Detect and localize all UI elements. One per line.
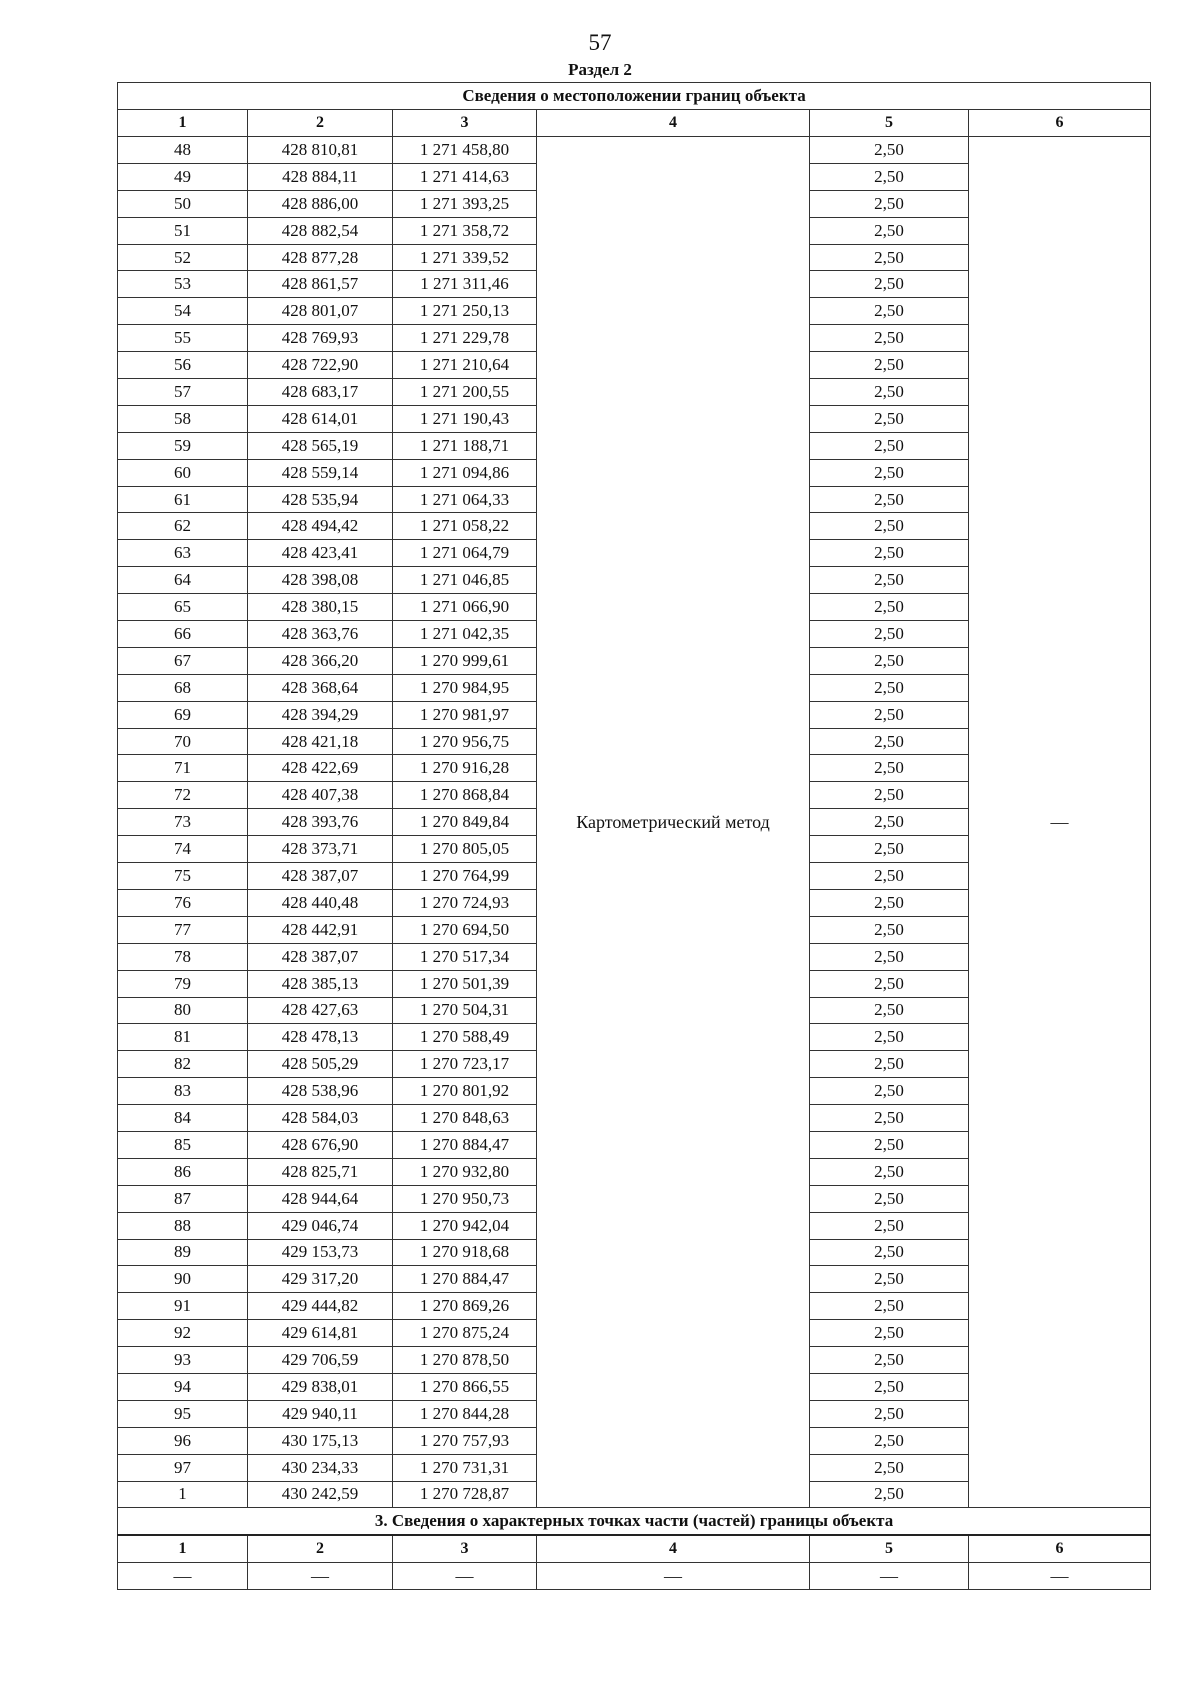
point-number: 60 bbox=[118, 459, 248, 486]
coordinate-x: 428 366,20 bbox=[248, 647, 393, 674]
coordinate-x: 428 614,01 bbox=[248, 405, 393, 432]
coordinate-x: 428 478,13 bbox=[248, 1024, 393, 1051]
point-number: 67 bbox=[118, 647, 248, 674]
coordinate-x: 428 882,54 bbox=[248, 217, 393, 244]
coordinate-x: 428 423,41 bbox=[248, 540, 393, 567]
coordinate-x: 428 683,17 bbox=[248, 379, 393, 406]
column-header-row bbox=[118, 110, 1151, 137]
point-number: 95 bbox=[118, 1400, 248, 1427]
coordinate-x: 428 535,94 bbox=[248, 486, 393, 513]
accuracy-value: 2,50 bbox=[810, 755, 969, 782]
coordinate-y: 1 271 064,79 bbox=[393, 540, 537, 567]
point-number: 94 bbox=[118, 1373, 248, 1400]
coordinate-x: 428 801,07 bbox=[248, 298, 393, 325]
accuracy-value: 2,50 bbox=[810, 1373, 969, 1400]
accuracy-value: 2,50 bbox=[810, 540, 969, 567]
point-number: 1 bbox=[118, 1481, 248, 1508]
accuracy-value: 2,50 bbox=[810, 1051, 969, 1078]
column-header: 4 bbox=[537, 110, 810, 137]
accuracy-value: 2,50 bbox=[810, 594, 969, 621]
table-title: Сведения о местоположении границ объекта bbox=[118, 83, 1151, 110]
coordinate-x: 430 234,33 bbox=[248, 1454, 393, 1481]
coordinate-y: 1 271 311,46 bbox=[393, 271, 537, 298]
coordinate-y: 1 270 501,39 bbox=[393, 970, 537, 997]
accuracy-value: 2,50 bbox=[810, 621, 969, 648]
point-number: 93 bbox=[118, 1347, 248, 1374]
point-number: 69 bbox=[118, 701, 248, 728]
accuracy-value: 2,50 bbox=[810, 782, 969, 809]
point-number: 64 bbox=[118, 567, 248, 594]
coordinate-y: 1 270 724,93 bbox=[393, 889, 537, 916]
coordinate-x: 428 877,28 bbox=[248, 244, 393, 271]
point-number: 89 bbox=[118, 1239, 248, 1266]
coordinate-y: 1 271 200,55 bbox=[393, 379, 537, 406]
coordinate-y: 1 270 588,49 bbox=[393, 1024, 537, 1051]
accuracy-value: 2,50 bbox=[810, 1212, 969, 1239]
coordinate-y: 1 270 805,05 bbox=[393, 836, 537, 863]
column-header: 5 bbox=[810, 110, 969, 137]
point-number: 49 bbox=[118, 163, 248, 190]
accuracy-value: 2,50 bbox=[810, 1078, 969, 1105]
coordinate-y: 1 270 764,99 bbox=[393, 863, 537, 890]
coordinate-y: 1 270 849,84 bbox=[393, 809, 537, 836]
coordinate-x: 428 373,71 bbox=[248, 836, 393, 863]
coordinate-x: 428 387,07 bbox=[248, 863, 393, 890]
accuracy-value: 2,50 bbox=[810, 997, 969, 1024]
coordinate-y: 1 270 731,31 bbox=[393, 1454, 537, 1481]
point-number: 50 bbox=[118, 190, 248, 217]
point-number: 88 bbox=[118, 1212, 248, 1239]
point-number: 53 bbox=[118, 271, 248, 298]
accuracy-value: 2,50 bbox=[810, 1293, 969, 1320]
accuracy-value: 2,50 bbox=[810, 1158, 969, 1185]
accuracy-value: 2,50 bbox=[810, 513, 969, 540]
section-heading: Раздел 2 bbox=[568, 60, 632, 79]
point-number: 79 bbox=[118, 970, 248, 997]
point-number: 84 bbox=[118, 1105, 248, 1132]
accuracy-value: 2,50 bbox=[810, 567, 969, 594]
point-number: 96 bbox=[118, 1427, 248, 1454]
coordinate-x: 428 393,76 bbox=[248, 809, 393, 836]
point-number: 55 bbox=[118, 325, 248, 352]
coordinate-x: 428 380,15 bbox=[248, 594, 393, 621]
coordinate-y: 1 270 869,26 bbox=[393, 1293, 537, 1320]
coordinate-y: 1 270 504,31 bbox=[393, 997, 537, 1024]
column-header: 3 bbox=[393, 110, 537, 137]
accuracy-value: 2,50 bbox=[810, 1400, 969, 1427]
coordinate-y: 1 270 868,84 bbox=[393, 782, 537, 809]
coordinate-y: 1 271 042,35 bbox=[393, 621, 537, 648]
coordinate-y: 1 270 866,55 bbox=[393, 1373, 537, 1400]
accuracy-value: 2,50 bbox=[810, 863, 969, 890]
empty-cell: — bbox=[393, 1563, 537, 1590]
point-number: 70 bbox=[118, 728, 248, 755]
accuracy-value: 2,50 bbox=[810, 674, 969, 701]
coordinate-y: 1 270 932,80 bbox=[393, 1158, 537, 1185]
coordinate-x: 428 407,38 bbox=[248, 782, 393, 809]
accuracy-value: 2,50 bbox=[810, 1266, 969, 1293]
accuracy-value: 2,50 bbox=[810, 271, 969, 298]
point-number: 48 bbox=[118, 137, 248, 164]
accuracy-value: 2,50 bbox=[810, 325, 969, 352]
coordinate-y: 1 271 190,43 bbox=[393, 405, 537, 432]
coordinate-y: 1 270 956,75 bbox=[393, 728, 537, 755]
accuracy-value: 2,50 bbox=[810, 1024, 969, 1051]
accuracy-value: 2,50 bbox=[810, 1105, 969, 1132]
point-number: 80 bbox=[118, 997, 248, 1024]
coordinate-x: 428 861,57 bbox=[248, 271, 393, 298]
point-number: 73 bbox=[118, 809, 248, 836]
coordinate-y: 1 271 414,63 bbox=[393, 163, 537, 190]
coordinate-y: 1 271 094,86 bbox=[393, 459, 537, 486]
point-number: 85 bbox=[118, 1131, 248, 1158]
accuracy-value: 2,50 bbox=[810, 137, 969, 164]
coordinate-x: 428 422,69 bbox=[248, 755, 393, 782]
accuracy-value: 2,50 bbox=[810, 1481, 969, 1508]
point-number: 87 bbox=[118, 1185, 248, 1212]
column-header: 3 bbox=[393, 1535, 537, 1563]
coordinate-y: 1 271 066,90 bbox=[393, 594, 537, 621]
coordinate-y: 1 271 458,80 bbox=[393, 137, 537, 164]
point-number: 92 bbox=[118, 1320, 248, 1347]
accuracy-value: 2,50 bbox=[810, 728, 969, 755]
coordinate-y: 1 271 358,72 bbox=[393, 217, 537, 244]
coordinate-x: 428 810,81 bbox=[248, 137, 393, 164]
accuracy-value: 2,50 bbox=[810, 1320, 969, 1347]
point-number: 68 bbox=[118, 674, 248, 701]
coordinate-y: 1 271 250,13 bbox=[393, 298, 537, 325]
coordinate-x: 428 505,29 bbox=[248, 1051, 393, 1078]
point-number: 54 bbox=[118, 298, 248, 325]
coordinate-x: 428 494,42 bbox=[248, 513, 393, 540]
column-header: 1 bbox=[118, 110, 248, 137]
coordinate-x: 429 317,20 bbox=[248, 1266, 393, 1293]
accuracy-value: 2,50 bbox=[810, 459, 969, 486]
column6-cell: — bbox=[969, 137, 1151, 1508]
coordinate-y: 1 271 210,64 bbox=[393, 352, 537, 379]
coordinate-y: 1 270 981,97 bbox=[393, 701, 537, 728]
coordinate-x: 428 387,07 bbox=[248, 943, 393, 970]
coordinate-x: 428 368,64 bbox=[248, 674, 393, 701]
table-row bbox=[118, 137, 1151, 164]
accuracy-value: 2,50 bbox=[810, 163, 969, 190]
point-number: 58 bbox=[118, 405, 248, 432]
accuracy-value: 2,50 bbox=[810, 190, 969, 217]
coordinate-x: 428 825,71 bbox=[248, 1158, 393, 1185]
method-cell: Картометрический метод bbox=[537, 137, 810, 1508]
coordinate-y: 1 270 844,28 bbox=[393, 1400, 537, 1427]
column-header: 6 bbox=[969, 1535, 1151, 1563]
column-header: 6 bbox=[969, 110, 1151, 137]
coordinate-y: 1 271 339,52 bbox=[393, 244, 537, 271]
point-number: 78 bbox=[118, 943, 248, 970]
coordinate-y: 1 270 942,04 bbox=[393, 1212, 537, 1239]
empty-cell: — bbox=[969, 1563, 1151, 1590]
point-number: 63 bbox=[118, 540, 248, 567]
accuracy-value: 2,50 bbox=[810, 1427, 969, 1454]
accuracy-value: 2,50 bbox=[810, 647, 969, 674]
empty-cell: — bbox=[248, 1563, 393, 1590]
point-number: 76 bbox=[118, 889, 248, 916]
point-number: 82 bbox=[118, 1051, 248, 1078]
point-number: 83 bbox=[118, 1078, 248, 1105]
coordinate-y: 1 270 723,17 bbox=[393, 1051, 537, 1078]
accuracy-value: 2,50 bbox=[810, 809, 969, 836]
accuracy-value: 2,50 bbox=[810, 432, 969, 459]
coordinate-y: 1 270 999,61 bbox=[393, 647, 537, 674]
accuracy-value: 2,50 bbox=[810, 1347, 969, 1374]
point-number: 57 bbox=[118, 379, 248, 406]
coordinate-x: 428 769,93 bbox=[248, 325, 393, 352]
coordinate-x: 428 421,18 bbox=[248, 728, 393, 755]
coordinate-y: 1 270 984,95 bbox=[393, 674, 537, 701]
coordinate-x: 429 444,82 bbox=[248, 1293, 393, 1320]
coordinate-x: 428 363,76 bbox=[248, 621, 393, 648]
accuracy-value: 2,50 bbox=[810, 1131, 969, 1158]
coordinate-x: 429 614,81 bbox=[248, 1320, 393, 1347]
point-number: 74 bbox=[118, 836, 248, 863]
section3-row bbox=[118, 1563, 1151, 1590]
coordinate-x: 428 538,96 bbox=[248, 1078, 393, 1105]
point-number: 66 bbox=[118, 621, 248, 648]
point-number: 52 bbox=[118, 244, 248, 271]
column-header: 2 bbox=[248, 1535, 393, 1563]
coordinate-y: 1 270 884,47 bbox=[393, 1266, 537, 1293]
coordinate-y: 1 270 694,50 bbox=[393, 916, 537, 943]
accuracy-value: 2,50 bbox=[810, 836, 969, 863]
coordinate-y: 1 270 916,28 bbox=[393, 755, 537, 782]
point-number: 86 bbox=[118, 1158, 248, 1185]
coordinate-y: 1 270 918,68 bbox=[393, 1239, 537, 1266]
empty-cell: — bbox=[810, 1563, 969, 1590]
accuracy-value: 2,50 bbox=[810, 405, 969, 432]
coordinate-x: 428 886,00 bbox=[248, 190, 393, 217]
coordinate-y: 1 271 064,33 bbox=[393, 486, 537, 513]
accuracy-value: 2,50 bbox=[810, 352, 969, 379]
coordinate-y: 1 271 058,22 bbox=[393, 513, 537, 540]
coordinate-y: 1 270 728,87 bbox=[393, 1481, 537, 1508]
coordinate-y: 1 270 950,73 bbox=[393, 1185, 537, 1212]
point-number: 61 bbox=[118, 486, 248, 513]
accuracy-value: 2,50 bbox=[810, 1185, 969, 1212]
empty-cell: — bbox=[537, 1563, 810, 1590]
coordinate-x: 429 838,01 bbox=[248, 1373, 393, 1400]
page-number: 57 bbox=[588, 30, 612, 55]
coordinate-x: 428 565,19 bbox=[248, 432, 393, 459]
coordinate-y: 1 270 801,92 bbox=[393, 1078, 537, 1105]
point-number: 56 bbox=[118, 352, 248, 379]
accuracy-value: 2,50 bbox=[810, 943, 969, 970]
coordinate-x: 428 427,63 bbox=[248, 997, 393, 1024]
accuracy-value: 2,50 bbox=[810, 1239, 969, 1266]
coordinate-y: 1 271 046,85 bbox=[393, 567, 537, 594]
point-number: 90 bbox=[118, 1266, 248, 1293]
section3-title: 3. Сведения о характерных точках части (частей) границы объекта bbox=[118, 1508, 1151, 1536]
point-number: 97 bbox=[118, 1454, 248, 1481]
accuracy-value: 2,50 bbox=[810, 1454, 969, 1481]
point-number: 62 bbox=[118, 513, 248, 540]
point-number: 75 bbox=[118, 863, 248, 890]
point-number: 65 bbox=[118, 594, 248, 621]
coordinate-y: 1 270 517,34 bbox=[393, 943, 537, 970]
accuracy-value: 2,50 bbox=[810, 916, 969, 943]
section3-title-row bbox=[118, 1508, 1151, 1536]
coordinate-x: 429 940,11 bbox=[248, 1400, 393, 1427]
coordinate-x: 429 706,59 bbox=[248, 1347, 393, 1374]
column-header: 5 bbox=[810, 1535, 969, 1563]
coordinate-x: 428 559,14 bbox=[248, 459, 393, 486]
coordinate-y: 1 270 878,50 bbox=[393, 1347, 537, 1374]
empty-cell: — bbox=[118, 1563, 248, 1590]
coordinate-x: 428 394,29 bbox=[248, 701, 393, 728]
column-header: 4 bbox=[537, 1535, 810, 1563]
point-number: 59 bbox=[118, 432, 248, 459]
point-number: 91 bbox=[118, 1293, 248, 1320]
table-title-row bbox=[118, 83, 1151, 110]
accuracy-value: 2,50 bbox=[810, 298, 969, 325]
accuracy-value: 2,50 bbox=[810, 889, 969, 916]
boundary-table bbox=[117, 82, 1151, 1590]
coordinate-x: 428 440,48 bbox=[248, 889, 393, 916]
section3-header-row bbox=[118, 1535, 1151, 1563]
coordinate-y: 1 270 848,63 bbox=[393, 1105, 537, 1132]
accuracy-value: 2,50 bbox=[810, 217, 969, 244]
coordinate-x: 428 398,08 bbox=[248, 567, 393, 594]
point-number: 51 bbox=[118, 217, 248, 244]
coordinate-y: 1 270 757,93 bbox=[393, 1427, 537, 1454]
coordinate-x: 428 884,11 bbox=[248, 163, 393, 190]
accuracy-value: 2,50 bbox=[810, 379, 969, 406]
point-number: 71 bbox=[118, 755, 248, 782]
coordinate-x: 428 944,64 bbox=[248, 1185, 393, 1212]
accuracy-value: 2,50 bbox=[810, 970, 969, 997]
coordinate-x: 428 442,91 bbox=[248, 916, 393, 943]
coordinate-y: 1 270 884,47 bbox=[393, 1131, 537, 1158]
coordinate-y: 1 271 188,71 bbox=[393, 432, 537, 459]
coordinate-y: 1 271 393,25 bbox=[393, 190, 537, 217]
coordinate-x: 430 242,59 bbox=[248, 1481, 393, 1508]
coordinate-x: 429 153,73 bbox=[248, 1239, 393, 1266]
coordinate-x: 428 584,03 bbox=[248, 1105, 393, 1132]
accuracy-value: 2,50 bbox=[810, 486, 969, 513]
point-number: 81 bbox=[118, 1024, 248, 1051]
coordinate-x: 428 676,90 bbox=[248, 1131, 393, 1158]
accuracy-value: 2,50 bbox=[810, 244, 969, 271]
coordinate-x: 428 722,90 bbox=[248, 352, 393, 379]
point-number: 77 bbox=[118, 916, 248, 943]
coordinate-y: 1 271 229,78 bbox=[393, 325, 537, 352]
accuracy-value: 2,50 bbox=[810, 701, 969, 728]
column-header: 1 bbox=[118, 1535, 248, 1563]
coordinate-x: 428 385,13 bbox=[248, 970, 393, 997]
column-header: 2 bbox=[248, 110, 393, 137]
coordinate-x: 430 175,13 bbox=[248, 1427, 393, 1454]
coordinate-x: 429 046,74 bbox=[248, 1212, 393, 1239]
point-number: 72 bbox=[118, 782, 248, 809]
coordinate-y: 1 270 875,24 bbox=[393, 1320, 537, 1347]
